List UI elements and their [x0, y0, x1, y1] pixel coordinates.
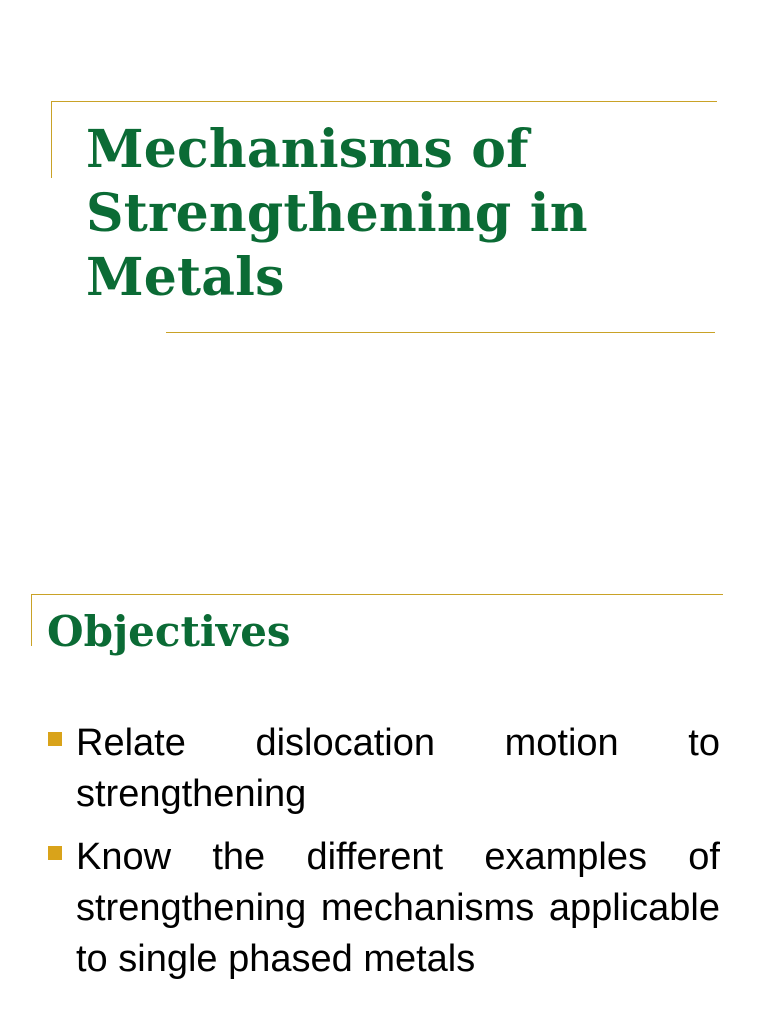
slide-heading: Objectives [47, 607, 291, 656]
slide-title: Mechanisms of Strengthening in Metals [86, 119, 588, 308]
heading-frame-top-line [31, 594, 723, 595]
title-frame-bottom-line [166, 332, 715, 333]
list-item-text: Relate dislocation motion to strengthening [76, 722, 720, 815]
title-frame-top-line [51, 101, 717, 102]
objectives-slide [0, 560, 768, 1024]
list-item [76, 718, 720, 820]
title-frame-left-line [51, 101, 52, 178]
list-item [76, 832, 720, 985]
objectives-list [76, 718, 720, 997]
heading-frame-left-line [31, 594, 32, 646]
square-bullet-icon [48, 732, 62, 746]
list-item-text: Know the different examples of strengthening mechanisms applicable to single phased metals [76, 836, 720, 980]
square-bullet-icon [48, 846, 62, 860]
